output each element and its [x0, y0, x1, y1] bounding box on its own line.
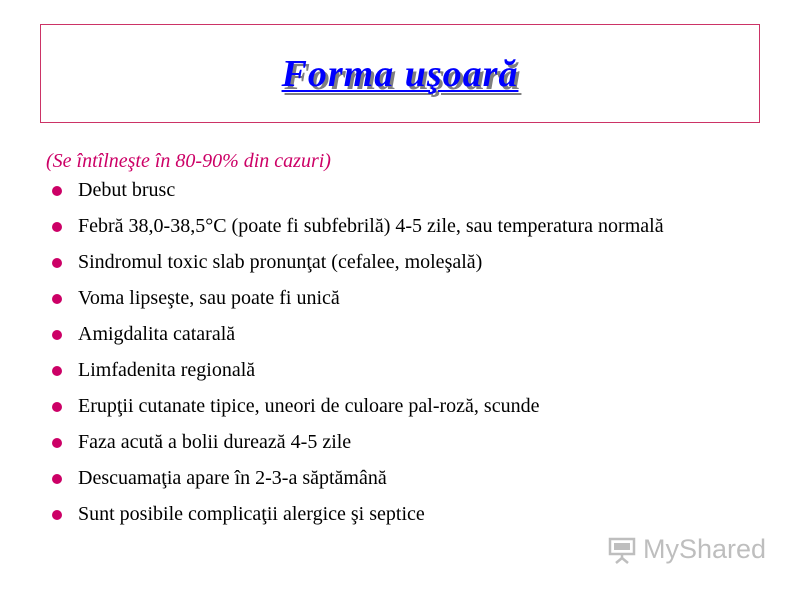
- slide-subtitle: (Se întîlneşte în 80-90% din cazuri): [46, 150, 331, 172]
- list-item-text: Amigdalita catarală: [78, 323, 236, 345]
- list-item: [46, 431, 746, 454]
- list-item: [46, 215, 746, 238]
- list-item: [46, 323, 746, 346]
- list-item-text: Sindromul toxic slab pronunţat (cefalee, moleşală): [78, 251, 483, 273]
- list-item-text: Voma lipseşte, sau poate fi unică: [78, 287, 340, 309]
- presentation-board-icon: [607, 535, 637, 565]
- list-item-text: Faza acută a bolii durează 4-5 zile: [78, 431, 352, 453]
- bullet-dot-icon: [52, 258, 62, 268]
- list-item: [46, 251, 746, 274]
- list-item-text: Descuamaţia apare în 2-3-a săptămână: [78, 467, 387, 489]
- list-item-text: Febră 38,0-38,5°C (poate fi subfebrilă) 4-5 zile, sau temperatura normală: [78, 215, 664, 237]
- list-item-text: Erupţii cutanate tipice, uneori de culoare pal-roză, scunde: [78, 395, 540, 417]
- bullet-dot-icon: [52, 510, 62, 520]
- list-item: [46, 467, 746, 490]
- bullet-dot-icon: [52, 330, 62, 340]
- list-item: [46, 395, 746, 418]
- bullet-dot-icon: [52, 474, 62, 484]
- watermark-text: MyShared: [643, 534, 767, 564]
- bullet-dot-icon: [52, 366, 62, 376]
- bullet-list: [46, 179, 746, 539]
- watermark-logo: [607, 534, 766, 565]
- slide-title: Forma uşoară: [281, 53, 519, 95]
- list-item-text: Debut brusc: [78, 179, 176, 201]
- bullet-dot-icon: [52, 186, 62, 196]
- list-item: [46, 503, 746, 526]
- list-item: [46, 359, 746, 382]
- bullet-dot-icon: [52, 402, 62, 412]
- list-item: [46, 179, 746, 202]
- bullet-dot-icon: [52, 294, 62, 304]
- list-item: [46, 287, 746, 310]
- bullet-dot-icon: [52, 222, 62, 232]
- list-item-text: Sunt posibile complicaţii alergice şi septice: [78, 503, 425, 525]
- list-item-text: Limfadenita regională: [78, 359, 256, 381]
- bullet-dot-icon: [52, 438, 62, 448]
